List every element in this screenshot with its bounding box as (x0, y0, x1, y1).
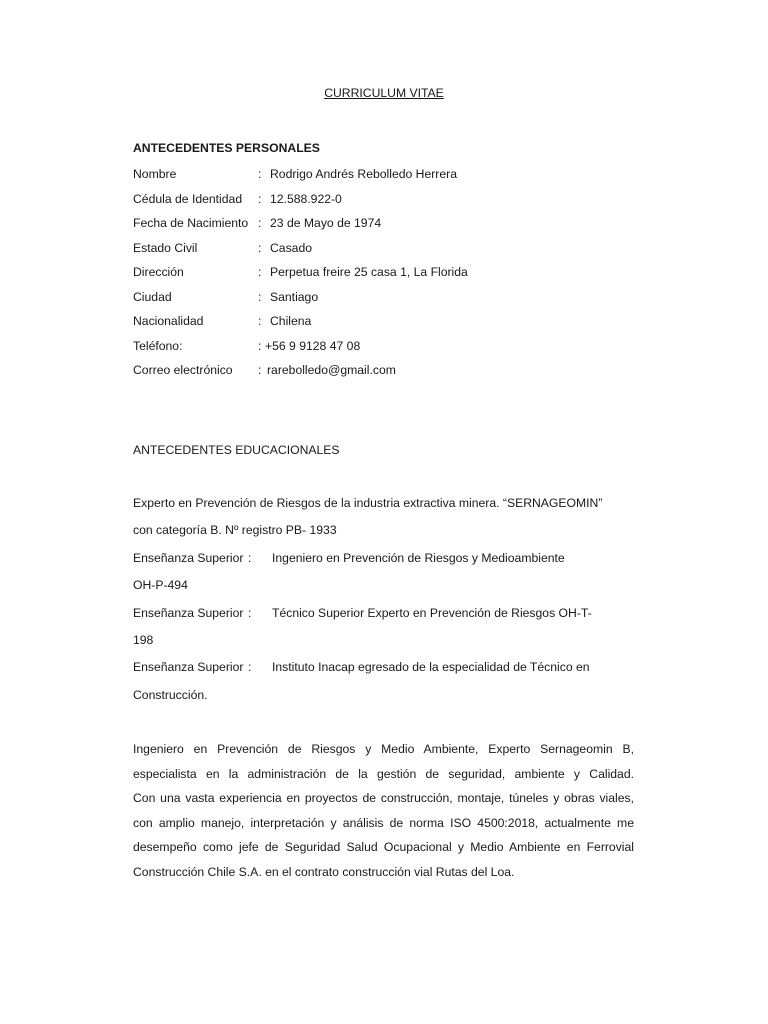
field-value: 12.588.922-0 (270, 191, 342, 206)
education-details (133, 496, 608, 715)
personal-row-id (133, 192, 653, 217)
personal-row-phone (133, 339, 653, 364)
personal-details (133, 167, 653, 388)
field-separator: : (258, 240, 262, 255)
summary-line: Con una vasta experiencia en proyectos de construcción, montaje, túneles y obras viales, (133, 791, 634, 806)
field-separator: : (258, 265, 262, 279)
field-label: Teléfono: (133, 338, 183, 353)
field-label: Nombre (133, 167, 177, 181)
summary-line: con amplio manejo, interpretación y análisis de norma ISO 4500:2018, actualmente me (133, 815, 634, 830)
summary-line: Construcción Chile S.A. en el contrato construcción vial Rutas del Loa. (133, 864, 515, 879)
field-separator: : (258, 314, 262, 328)
personal-heading: ANTECEDENTES PERSONALES (133, 141, 320, 155)
field-separator: : (258, 289, 262, 304)
personal-row-civil-status (133, 241, 653, 266)
field-separator: : (258, 191, 262, 206)
education-entry (133, 606, 608, 633)
field-label: Cédula de Identidad (133, 191, 243, 206)
personal-row-nationality (133, 314, 653, 339)
entry-value: Técnico Superior Experto en Prevención de Riesgos OH-T- (272, 605, 592, 620)
summary-line: desempeño como jefe de Seguridad Salud Ocupacional y Medio Ambiente en Ferrovial (133, 840, 634, 855)
field-label: Dirección (133, 265, 184, 279)
field-separator: : (258, 363, 262, 377)
entry-continuation: OH-P-494 (133, 578, 188, 593)
field-value: Casado (270, 240, 313, 255)
summary-line: especialista en la administración de la gestión de seguridad, ambiente y Calidad. (133, 766, 634, 781)
entry-value: Ingeniero en Prevención de Riesgos y Medioambiente (272, 550, 565, 565)
field-label: Ciudad (133, 289, 172, 304)
field-value: +56 9 9128 47 08 (265, 338, 361, 353)
field-label: Correo electrónico (133, 363, 233, 377)
entry-continuation: 198 (133, 632, 154, 647)
education-heading: ANTECEDENTES EDUCACIONALES (133, 443, 340, 457)
expert-line: con categoría B. Nº registro PB- 1933 (133, 523, 337, 538)
entry-label: Enseñanza Superior (133, 605, 244, 620)
field-value: Chilena (270, 314, 312, 328)
field-value: rarebolledo@gmail.com (267, 363, 396, 377)
document-title: CURRICULUM VITAE (324, 86, 444, 100)
education-entry (133, 551, 608, 578)
education-entry (133, 660, 608, 687)
entry-label: Enseñanza Superior (133, 550, 244, 565)
entry-continuation: Construcción. (133, 687, 208, 702)
field-value: 23 de Mayo de 1974 (270, 216, 382, 230)
field-separator: : (258, 338, 262, 353)
summary-line: Ingeniero en Prevención de Riesgos y Medio Ambiente, Experto Sernageomin B, (133, 742, 634, 756)
personal-row-city (133, 290, 653, 315)
field-separator: : (258, 216, 262, 230)
personal-row-birthdate (133, 216, 653, 241)
personal-row-address (133, 265, 653, 290)
entry-separator: : (248, 660, 252, 675)
entry-separator: : (248, 605, 252, 620)
entry-separator: : (248, 550, 252, 565)
entry-label: Enseñanza Superior (133, 660, 244, 675)
entry-value: Instituto Inacap egresado de la especialidad de Técnico en (272, 660, 590, 675)
profile-summary (133, 742, 634, 890)
field-label: Nacionalidad (133, 314, 204, 328)
field-value: Santiago (270, 289, 319, 304)
field-label: Fecha de Nacimiento (133, 216, 249, 230)
field-label: Estado Civil (133, 240, 198, 255)
field-value: Perpetua freire 25 casa 1, La Florida (270, 265, 468, 279)
personal-row-name (133, 167, 653, 192)
personal-row-email (133, 363, 653, 388)
expert-line: Experto en Prevención de Riesgos de la industria extractiva minera. “SERNAGEOMIN” (133, 496, 603, 510)
field-separator: : (258, 167, 262, 181)
field-value: Rodrigo Andrés Rebolledo Herrera (270, 167, 457, 181)
